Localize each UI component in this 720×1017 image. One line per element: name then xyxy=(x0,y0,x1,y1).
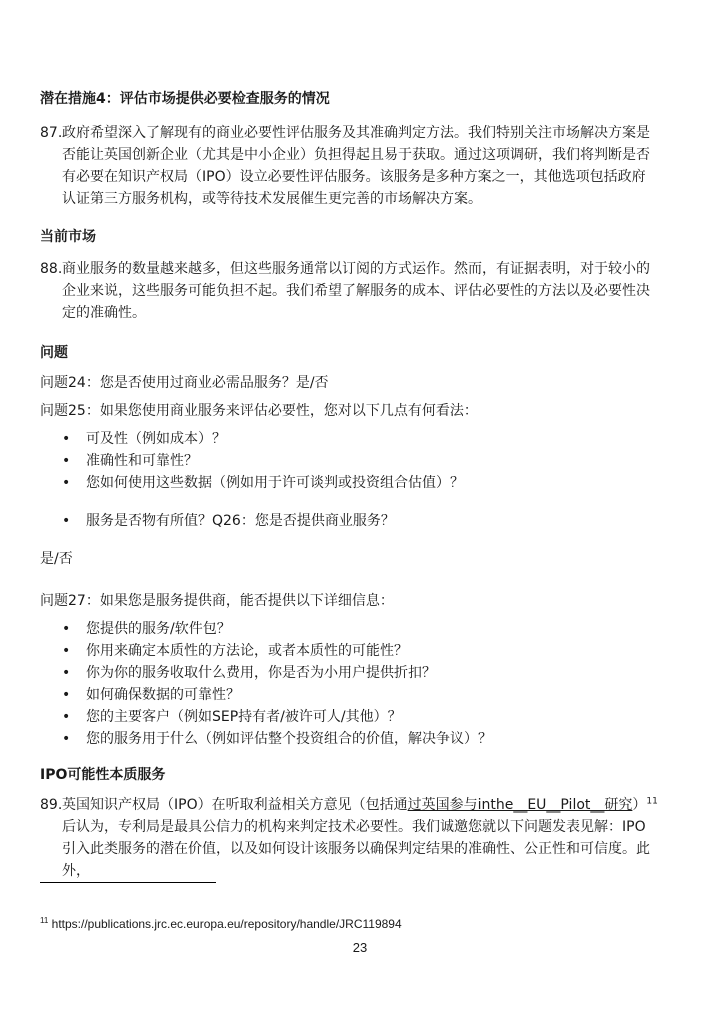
list-item: • 可及性（例如成本）？ xyxy=(40,428,464,450)
section-heading-questions: 问题 xyxy=(40,345,68,361)
list-item: • 服务是否物有所值？Q26：您是否提供商业服务？ xyxy=(40,510,395,532)
paragraph-89 xyxy=(40,794,680,882)
paragraph-87 xyxy=(40,122,680,210)
paragraph-line: 政府希望深入了解现有的商业必要性评估服务及其准确判定方法。我们特别关注市场解决方案是 xyxy=(62,125,650,141)
paragraph-number: 89. xyxy=(40,797,63,813)
paragraph-line: 商业服务的数量越来越多，但这些服务通常以订阅的方式运作。然而，有证据表明，对于较小的 xyxy=(62,261,650,277)
question-25: 问题25：如果您使用商业服务来评估必要性，您对以下几点有何看法： xyxy=(40,403,478,419)
section-heading-measure-4: 潜在措施4：评估市场提供必要检查服务的情况 xyxy=(40,91,330,107)
footnote xyxy=(40,917,402,931)
paragraph-line: 英国知识产权局（IPO）在听取利益相关方意见（包括通 xyxy=(62,797,408,813)
paragraph-line: 后认为，专利局是最具公信力的机构来判定技术必要性。我们诚邀您就以下问题发表见解：IPO xyxy=(62,819,646,835)
page-number: 23 xyxy=(352,940,368,955)
question-25-bullets xyxy=(40,428,464,494)
underlined-text: 过英国参与inthe__EU__Pilot__研究 xyxy=(407,797,633,813)
list-item: • 您的服务用于什么（例如评估整个投资组合的价值，解决争议）？ xyxy=(40,728,492,750)
question-27: 问题27：如果您是服务提供商，能否提供以下详细信息： xyxy=(40,593,394,609)
footnote-link[interactable]: https://publications.jrc.ec.europa.eu/repository/handle/JRC119894 xyxy=(48,917,402,931)
question-26-answer: 是/否 xyxy=(40,551,73,567)
paragraph-line: 企业来说，这些服务可能负担不起。我们希望了解服务的成本、评估必要性的方法以及必要性决 xyxy=(62,283,650,299)
list-item: • 您如何使用这些数据（例如用于许可谈判或投资组合估值）？ xyxy=(40,472,464,494)
paragraph-number: 88. xyxy=(40,261,63,277)
question-26-bullet xyxy=(40,510,395,532)
list-item: • 准确性和可靠性？ xyxy=(40,450,464,472)
footnote-number: 11 xyxy=(40,916,49,925)
list-item: • 如何确保数据的可靠性？ xyxy=(40,684,492,706)
paragraph-line: 外， xyxy=(62,863,90,879)
paragraph-number: 87. xyxy=(40,125,63,141)
footnote-divider xyxy=(40,882,216,883)
paragraph-line: 有必要在知识产权局（IPO）设立必要性评估服务。该服务是多种方案之一，其他选项包括政府 xyxy=(62,169,646,185)
paragraph-line: ） xyxy=(632,797,647,813)
question-27-bullets xyxy=(40,618,492,750)
paragraph-88 xyxy=(40,258,680,324)
paragraph-line: 引入此类服务的潜在价值，以及如何设计该服务以确保判定结果的准确性、公正性和可信度。此 xyxy=(62,841,650,857)
footnote-marker[interactable]: 11 xyxy=(646,796,658,807)
paragraph-line: 认证第三方服务机构，或等待技术发展催生更完善的市场解决方案。 xyxy=(62,191,482,207)
section-heading-current-market: 当前市场 xyxy=(40,229,96,245)
list-item: • 你用来确定本质性的方法论，或者本质性的可能性？ xyxy=(40,640,492,662)
list-item: • 您的主要客户（例如SEP持有者/被许可人/其他）？ xyxy=(40,706,492,728)
list-item: • 你为你的服务收取什么费用，你是否为小用户提供折扣？ xyxy=(40,662,492,684)
question-24: 问题24：您是否使用过商业必需品服务？是/否 xyxy=(40,375,329,391)
list-item: • 您提供的服务/软件包？ xyxy=(40,618,492,640)
paragraph-line: 否能让英国创新企业（尤其是中小企业）负担得起且易于获取。通过这项调研，我们将判断是否 xyxy=(62,147,650,163)
paragraph-line: 定的准确性。 xyxy=(62,305,146,321)
section-heading-ipo-service: IPO可能性本质服务 xyxy=(40,767,166,783)
